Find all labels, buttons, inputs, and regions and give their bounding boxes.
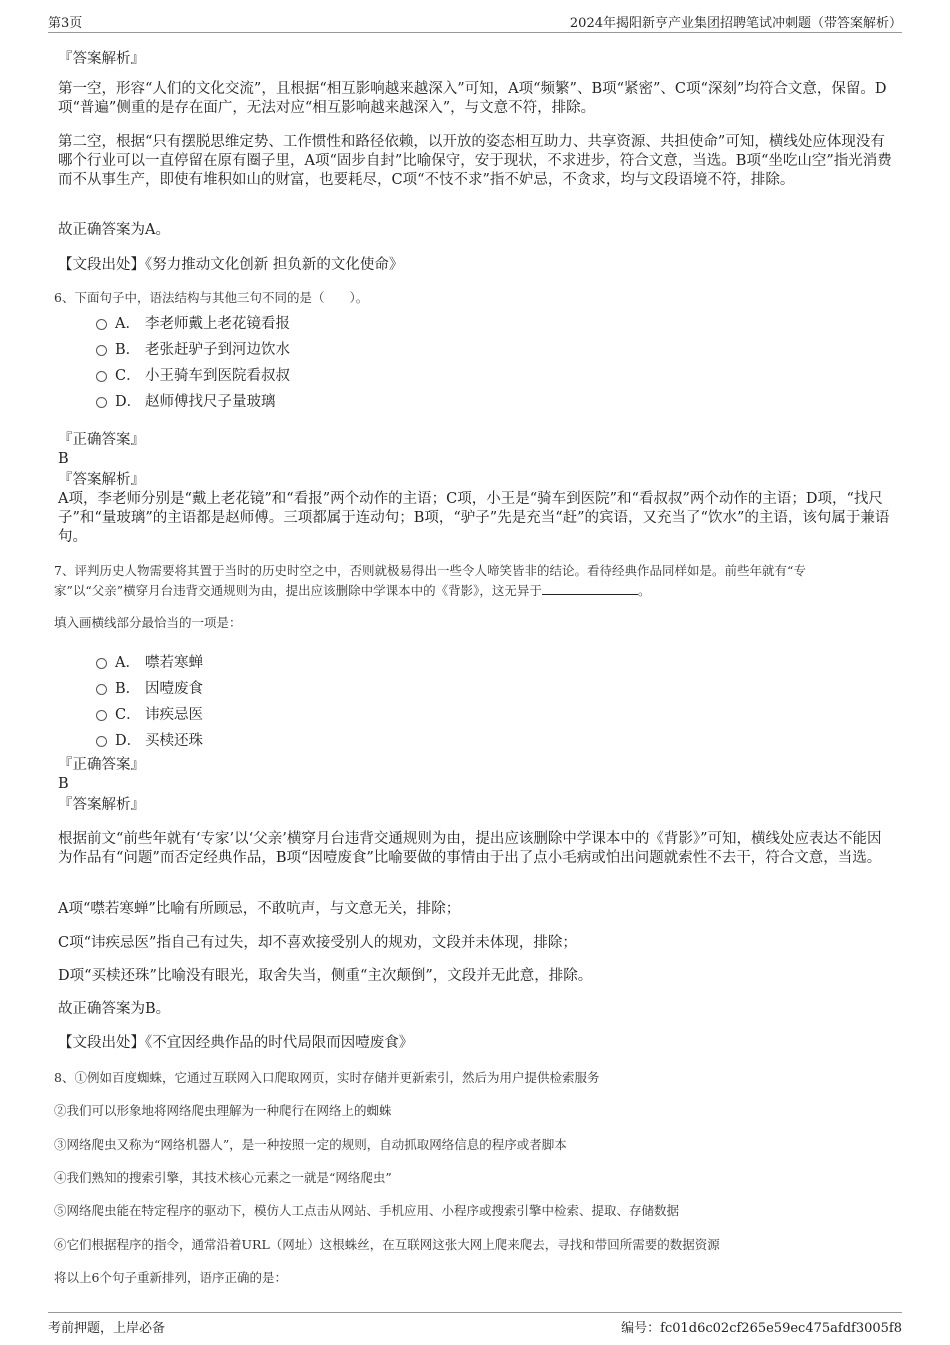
radio-icon[interactable] [96,397,107,408]
q8-sentence-2: ②我们可以形象地将网络爬虫理解为一种爬行在网络上的蜘蛛 [54,1103,392,1118]
q6-option-d[interactable]: D． 赵师傅找尺子量玻璃 [96,390,276,411]
q7-paragraph-a: A项“噤若寒蝉”比喻有所顾忌，不敢吭声，与文意无关，排除； [58,901,461,917]
page-footer [48,1312,902,1341]
q6-analysis: A项，李老师分别是“戴上老花镜”和“看报”两个动作的主语；C项，小王是“骑车到医院”和“看叔叔”两个动作的主语；D项，“找尺子”和“量玻璃”的主语都是赵师傅。三项都属于连动句；B项，“驴子”先是充当“赶”的宾语，又充当了“饮水”的主语，该句属于兼语句。 [58,491,890,545]
q7-prompt: 填入画横线部分最恰当的一项是： [54,615,242,630]
q6-stem: 6、下面句子中，语法结构与其他三句不同的是（ ）。 [54,290,369,305]
q5-paragraph-2: 第二空，根据“只有摆脱思维定势、工作惯性和路径依赖，以开放的姿态相互助力、共享资源、共担使命”可知，横线处应体现没有哪个行业可以一直停留在原有圈子里，A项“固步自封”比喻保守，安于现状，不求进步，符合文意，当选。B项“坐吃山空”指光消费而不从事生产，即使有堆积如山的财富，也要耗尽，C项“不忮不求”指不妒忌，不贪求，均与文段语境不符，排除。 [58,134,892,188]
q7-answer: B [58,776,69,792]
q6-analysis-title: 『答案解析』 [58,472,145,488]
q8-sentence-1: 8、①例如百度蜘蛛，它通过互联网入口爬取网页，实时存储并更新索引，然后为用户提供检索服务 [54,1070,600,1085]
q7-option-a[interactable]: A． 噤若寒蝉 [96,651,203,672]
radio-icon[interactable] [96,736,107,747]
page-header [48,12,902,33]
q5-paragraph-1: 第一空，形容“人们的文化交流”，且根据“相互影响越来越深入”可知，A项“频繁”、B项“紧密”、C项“深刻”均符合文意，保留。D项“普遍”侧重的是存在面广，无法对应“相互影响越来越深入”，与文意不符，排除。 [58,81,887,116]
q7-paragraph-c: C项“讳疾忌医”指自己有过失，却不喜欢接受别人的规劝，文段并未体现，排除； [58,935,577,951]
q7-option-d[interactable]: D． 买椟还珠 [96,729,203,750]
radio-icon[interactable] [96,710,107,721]
q7-source: 【文段出处】《不宜因经典作品的时代局限而因噎废食》 [58,1035,414,1051]
radio-icon[interactable] [96,345,107,356]
answer-blank [542,582,638,595]
q7-correct-title: 『正确答案』 [58,757,145,773]
q7-conclusion: 故正确答案为B。 [58,1001,171,1017]
q8-sentence-3: ③网络爬虫又称为“网络机器人”，是一种按照一定的规则，自动抓取网络信息的程序或者脚本 [54,1137,567,1152]
q8-prompt: 将以上6个句子重新排列，语序正确的是： [54,1270,287,1285]
document-title: 2024年揭阳新亨产业集团招聘笔试冲刺题（带答案解析） [569,16,902,31]
q8-sentence-6: ⑥它们根据程序的指令，通常沿着URL（网址）这根蛛丝，在互联网这张大网上爬来爬去，寻找和带回所需要的数据资源 [54,1237,720,1252]
footer-slogan: 考前押题，上岸必备 [48,1321,166,1336]
q7-option-c[interactable]: C． 讳疾忌医 [96,703,203,724]
q8-sentence-5: ⑤网络爬虫能在特定程序的驱动下，模仿人工点击从网站、手机应用、小程序或搜索引擎中检索、提取、存储数据 [54,1203,680,1218]
q7-paragraph-d: D项“买椟还珠”比喻没有眼光，取舍失当，侧重“主次颠倒”，文段并无此意，排除。 [58,968,593,984]
q7-option-b[interactable]: B． 因噎废食 [96,677,203,698]
q6-correct-title: 『正确答案』 [58,432,145,448]
radio-icon[interactable] [96,371,107,382]
radio-icon[interactable] [96,658,107,669]
q6-answer: B [58,451,69,467]
q6-option-c[interactable]: C． 小王骑车到医院看叔叔 [96,364,290,385]
q7-stem-line2: 家”以“父亲”横穿月台违背交通规则为由，提出应该删除中学课本中的《背影》，这无异于 。 [54,583,651,598]
q6-option-b[interactable]: B． 老张赶驴子到河边饮水 [96,338,290,359]
q7-analysis-title: 『答案解析』 [58,797,145,813]
radio-icon[interactable] [96,319,107,330]
document-id: 编号：fc01d6c02cf265e59ec475afdf3005f8 [621,1321,902,1336]
q7-stem-line1: 7、评判历史人物需要将其置于当时的历史时空之中，否则就极易得出一些令人啼笑皆非的结论。看待经典作品同样如是。前些年就有“专 [54,563,806,578]
radio-icon[interactable] [96,684,107,695]
q5-conclusion: 故正确答案为A。 [58,222,170,238]
q8-sentence-4: ④我们熟知的搜索引擎，其技术核心元素之一就是“网络爬虫” [54,1170,392,1185]
q5-source: 【文段出处】《努力推动文化创新 担负新的文化使命》 [58,257,404,273]
q5-analysis-title: 『答案解析』 [58,51,145,67]
q6-option-a[interactable]: A． 李老师戴上老花镜看报 [96,312,290,333]
q7-paragraph-1: 根据前文“前些年就有‘专家’以‘父亲’横穿月台违背交通规则为由，提出应该删除中学课本中的《背影》”可知，横线处应表达不能因为作品有“问题”而否定经典作品，B项“因噎废食”比喻要做的事情由于出了点小毛病或怕出问题就索性不去干，符合文意，当选。 [58,831,882,866]
page-number: 第3页 [48,16,83,31]
